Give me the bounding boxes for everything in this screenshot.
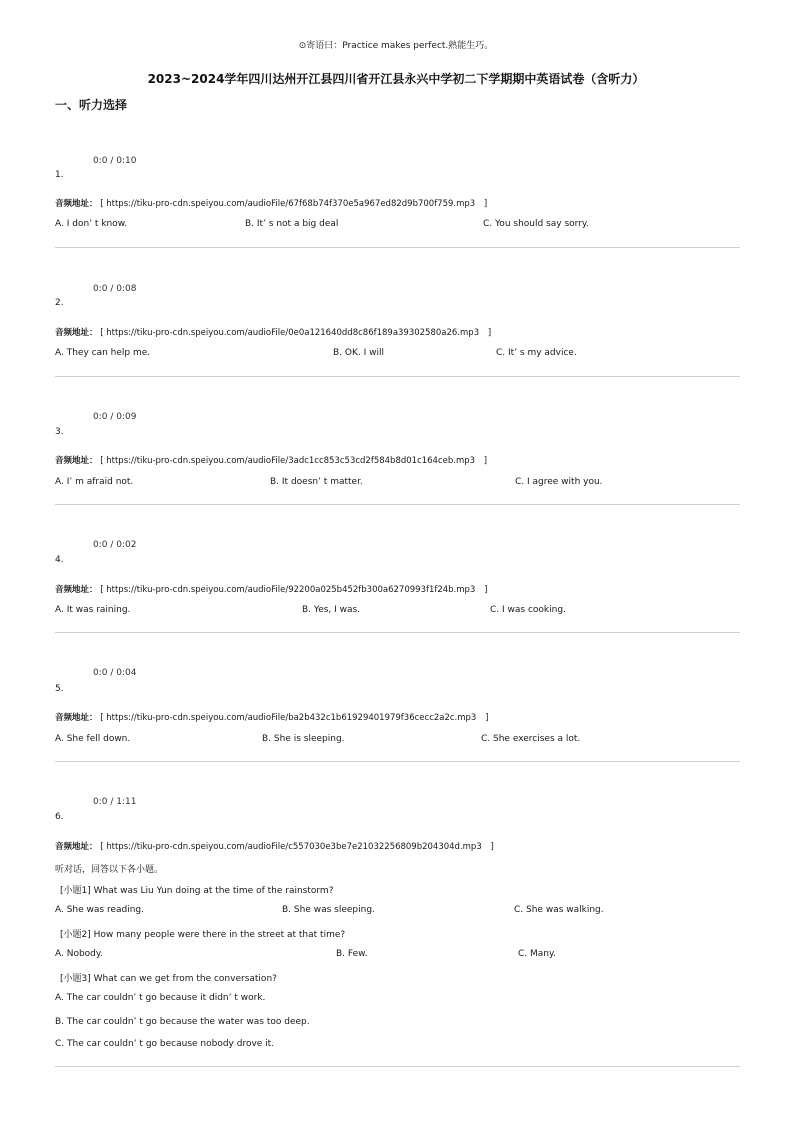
bracket-open: [ <box>100 456 104 466</box>
option-b[interactable]: B. Few. <box>336 949 368 959</box>
option-a[interactable]: A. She was reading. <box>55 905 145 915</box>
divider <box>55 247 740 248</box>
option-a[interactable]: A. I don’ t know. <box>55 219 128 229</box>
audio-link[interactable]: https://tiku-pro-cdn.speiyou.com/audioFile/92200a025b452fb300a6270993f1f24b.mp3 <box>106 585 476 595</box>
bracket-open: [ <box>100 842 104 852</box>
divider <box>55 1066 740 1067</box>
option-a[interactable]: A. The car couldn’ t go because it didn’ t work. <box>55 993 266 1003</box>
instruction: 听对话，回答以下各小题。 <box>55 865 164 875</box>
audio-time: 0:0 / 0:09 <box>93 412 137 422</box>
option-c[interactable]: C. I was cooking. <box>490 605 566 615</box>
option-b[interactable]: B. She was sleeping. <box>282 905 375 915</box>
audio-time: 0:0 / 0:02 <box>93 540 137 550</box>
motto: ⊙寄语曰：Practice makes perfect.熟能生巧。 <box>298 41 494 51</box>
audio-time: 0:0 / 0:08 <box>93 284 137 294</box>
question-number: 2. <box>55 298 64 308</box>
bracket-close: ] <box>487 328 492 338</box>
audio-time: 0:0 / 1:11 <box>93 797 137 807</box>
option-c[interactable]: C. It’ s my advice. <box>496 348 577 358</box>
subquestion-2-stem: [小题2] How many people were there in the street at that time? <box>60 930 346 940</box>
option-c[interactable]: C. You should say sorry. <box>483 219 589 229</box>
audio-address <box>55 711 494 723</box>
question-number: 5. <box>55 684 64 694</box>
bracket-close: ] <box>485 713 489 723</box>
bracket-close: ] <box>490 842 494 852</box>
option-c[interactable]: C. She was walking. <box>514 905 604 915</box>
bracket-open: [ <box>100 713 104 723</box>
audio-time: 0:0 / 0:10 <box>93 156 137 166</box>
option-b[interactable]: B. The car couldn’ t go because the water was too deep. <box>55 1017 310 1027</box>
audio-label: 音频地址： <box>55 199 98 209</box>
option-b[interactable]: B. It doesn’ t matter. <box>270 477 363 487</box>
audio-link[interactable]: https://tiku-pro-cdn.speiyou.com/audioFile/67f68b74f370e5a967ed82d9b700f759.mp3 <box>106 199 476 209</box>
option-a[interactable]: A. I’ m afraid not. <box>55 477 134 487</box>
audio-address <box>55 583 493 595</box>
divider <box>55 504 740 505</box>
audio-link[interactable]: https://tiku-pro-cdn.speiyou.com/audioFile/ba2b432c1b61929401979f36cecc2a2c.mp3 <box>106 713 477 723</box>
page-title: 2023~2024学年四川达州开江县四川省开江县永兴中学初二下学期期中英语试卷（含听力） <box>147 72 645 86</box>
question-number: 4. <box>55 555 64 565</box>
option-b[interactable]: B. It’ s not a big deal <box>245 219 339 229</box>
bracket-open: [ <box>100 199 104 209</box>
option-b[interactable]: B. OK. I will <box>333 348 384 358</box>
audio-address <box>55 197 493 209</box>
question-number: 6. <box>55 812 64 822</box>
audio-address <box>55 326 497 338</box>
divider <box>55 632 740 633</box>
bracket-open: [ <box>100 585 104 595</box>
subquestion-3-stem: [小题3] What can we get from the conversation? <box>60 974 277 984</box>
bracket-close: ] <box>483 456 488 466</box>
bracket-close: ] <box>484 585 488 595</box>
option-b[interactable]: B. She is sleeping. <box>262 734 345 744</box>
option-a[interactable]: A. Nobody. <box>55 949 103 959</box>
audio-label: 音频地址： <box>55 842 98 852</box>
audio-label: 音频地址： <box>55 713 98 723</box>
option-c[interactable]: C. The car couldn’ t go because nobody drove it. <box>55 1039 275 1049</box>
section-heading: 一、听力选择 <box>55 98 128 112</box>
audio-address <box>55 840 500 852</box>
divider <box>55 376 740 377</box>
bracket-open: [ <box>100 328 104 338</box>
option-b[interactable]: B. Yes, I was. <box>302 605 361 615</box>
audio-label: 音频地址： <box>55 328 98 338</box>
audio-link[interactable]: https://tiku-pro-cdn.speiyou.com/audioFile/0e0a121640dd8c86f189a39302580a26.mp3 <box>106 328 480 338</box>
audio-label: 音频地址： <box>55 456 98 466</box>
divider <box>55 761 740 762</box>
option-a[interactable]: A. She fell down. <box>55 734 131 744</box>
option-c[interactable]: C. I agree with you. <box>515 477 603 487</box>
subquestion-1-stem: [小题1] What was Liu Yun doing at the time of the rainstorm? <box>60 886 334 896</box>
audio-time: 0:0 / 0:04 <box>93 668 137 678</box>
audio-link[interactable]: https://tiku-pro-cdn.speiyou.com/audioFile/3adc1cc853c53cd2f584b8d01c164ceb.mp3 <box>106 456 476 466</box>
audio-address <box>55 454 493 466</box>
question-number: 1. <box>55 170 64 180</box>
option-a[interactable]: A. It was raining. <box>55 605 131 615</box>
option-a[interactable]: A. They can help me. <box>55 348 151 358</box>
option-c[interactable]: C. Many. <box>518 949 556 959</box>
option-c[interactable]: C. She exercises a lot. <box>481 734 581 744</box>
audio-link[interactable]: https://tiku-pro-cdn.speiyou.com/audioFile/c557030e3be7e21032256809b204304d.mp3 <box>106 842 482 852</box>
question-number: 3. <box>55 427 64 437</box>
audio-label: 音频地址： <box>55 585 98 595</box>
bracket-close: ] <box>483 199 488 209</box>
